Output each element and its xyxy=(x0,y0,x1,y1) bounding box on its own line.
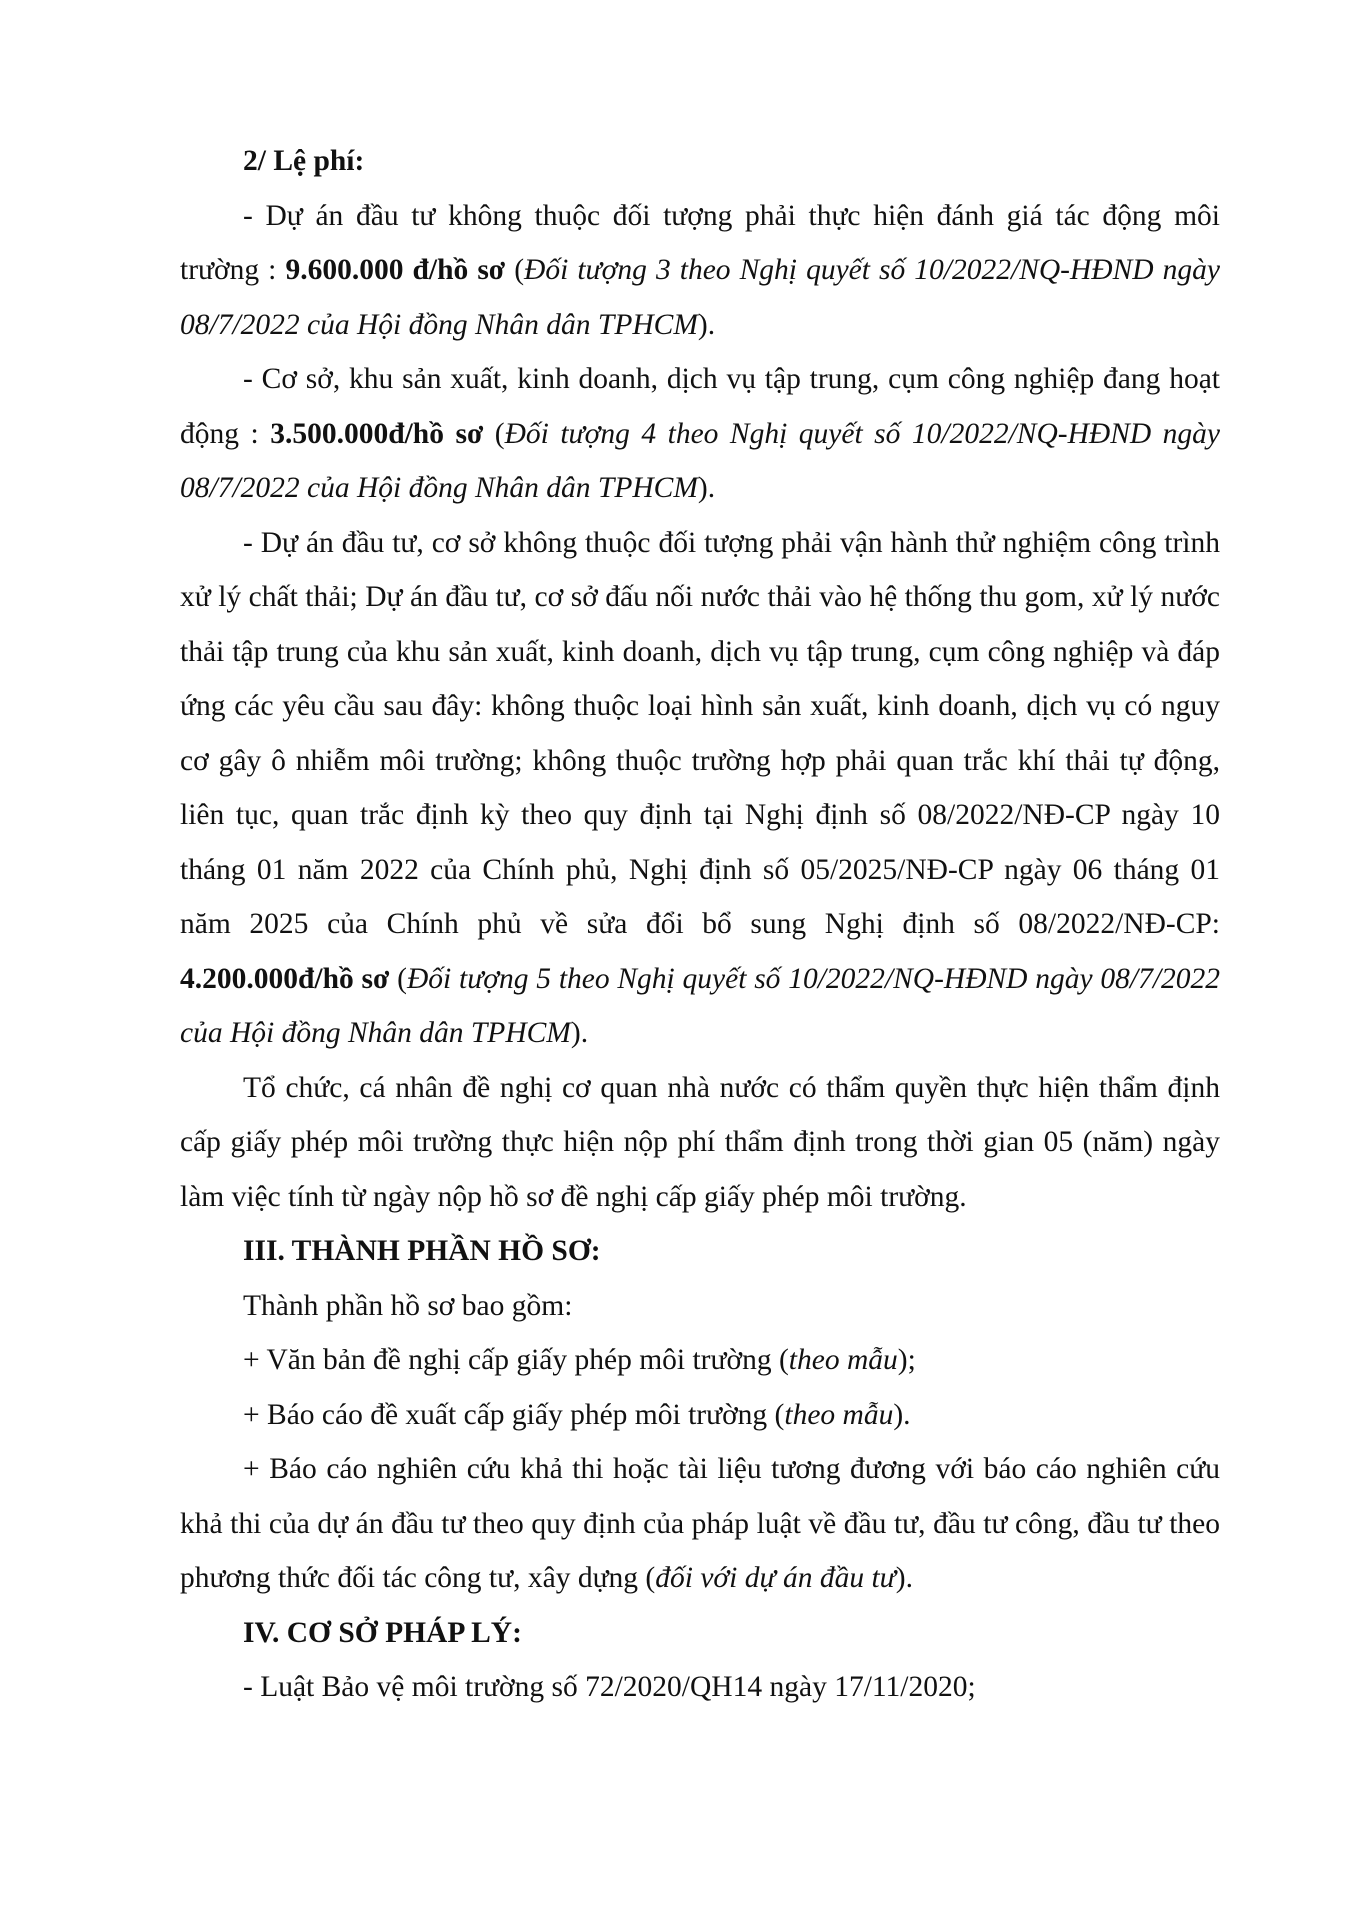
fee-item-1-close: ). xyxy=(697,308,716,341)
fee-item-operating-facility xyxy=(180,352,1220,516)
legal-heading: IV. CƠ SỞ PHÁP LÝ: xyxy=(243,1616,522,1649)
fee-heading: 2/ Lệ phí: xyxy=(243,145,365,177)
fee-item-3-lead: - Dự án đầu tư, cơ sở không thuộc đối tượng phải vận hành thử nghiệm công trình xử lý chất thải; Dự án đầu tư, cơ sở đấu nối nước thải vào hệ thống thu gom, xử lý nước thải tập trung của khu sản xuất, kinh doanh, dịch vụ tập trung, cụm công nghiệp và đáp ứng các yêu cầu sau đây: không thuộc loại hình sản xuất, kinh doanh, dịch vụ có nguy cơ gây ô nhiễm môi trường; không thuộc trường hợp phải quan trắc khí thải tự động, liên tục, quan trắc định kỳ theo quy định tại Nghị định số 08/2022/NĐ-CP ngày 10 tháng 01 năm 2022 của Chính phủ, Nghị định số 05/2025/NĐ-CP ngày 06 tháng 01 năm 2025 của Chính phủ về sửa đổi bổ sung Nghị định số 08/2022/NĐ-CP: xyxy=(180,526,1220,940)
dossier-item-proposal-report xyxy=(180,1388,1220,1443)
fee-item-2-amount: 3.500.000đ/hồ sơ xyxy=(270,417,484,450)
dossier-item-3-note: đối với dự án đầu tư xyxy=(655,1562,896,1594)
fee-item-2-close: ). xyxy=(697,472,716,504)
fee-payment-note: Tổ chức, cá nhân đề nghị cơ quan nhà nước có thẩm quyền thực hiện thẩm định cấp giấy phép môi trường thực hiện nộp phí thẩm định trong thời gian 05 (năm) ngày làm việc tính từ ngày nộp hồ sơ đề nghị cấp giấy phép môi trường. xyxy=(180,1071,1220,1213)
dossier-intro: Thành phần hồ sơ bao gồm: xyxy=(243,1289,573,1322)
fee-item-1-amount: 9.600.000 đ/hồ sơ xyxy=(285,254,506,286)
fee-item-2-paren: ( xyxy=(483,417,505,450)
dossier-item-3-lead: + Báo cáo nghiên cứu khả thi hoặc tài liệu tương đương với báo cáo nghiên cứu khả thi của dự án đầu tư theo quy định của pháp luật về đầu tư, đầu tư công, đầu tư theo phương thức đối tác công tư, xây dựng ( xyxy=(180,1453,1220,1594)
fee-item-environmental-impact-exempt xyxy=(180,189,1220,353)
fee-item-3-close: ). xyxy=(570,1017,589,1049)
dossier-item-2-lead: + Báo cáo đề xuất cấp giấy phép môi trường ( xyxy=(243,1398,785,1431)
dossier-item-2-note: theo mẫu xyxy=(784,1398,894,1431)
fee-item-3-amount: 4.200.000đ/hồ sơ xyxy=(180,962,390,995)
dossier-item-feasibility-study xyxy=(180,1442,1220,1606)
dossier-heading: III. THÀNH PHẦN HỒ SƠ: xyxy=(243,1235,601,1267)
fee-item-2-lead: - Cơ sở, khu sản xuất, kinh doanh, dịch vụ tập trung, cụm công nghiệp đang hoạt động : xyxy=(180,363,1220,450)
fee-item-no-trial-operation xyxy=(180,516,1220,1061)
legal-item-environment-law: - Luật Bảo vệ môi trường số 72/2020/QH14 ngày 17/11/2020; xyxy=(243,1671,976,1703)
fee-item-1-basis: Đối tượng 3 theo Nghị quyết số 10/2022/NQ-HĐND ngày 08/7/2022 của Hội đồng Nhân dân TPHCM xyxy=(180,254,1220,341)
dossier-item-3-close: ). xyxy=(895,1562,913,1594)
dossier-item-1-note: theo mẫu xyxy=(788,1344,898,1376)
dossier-item-1-lead: + Văn bản đề nghị cấp giấy phép môi trường ( xyxy=(243,1344,789,1376)
dossier-item-2-close: ). xyxy=(893,1398,911,1431)
fee-item-2-basis: Đối tượng 4 theo Nghị quyết số 10/2022/NQ-HĐND ngày 08/7/2022 của Hội đồng Nhân dân TPHCM xyxy=(180,417,1221,504)
dossier-item-1-close: ); xyxy=(897,1344,916,1376)
fee-item-1-lead: - Dự án đầu tư không thuộc đối tượng phải thực hiện đánh giá tác động môi trường : xyxy=(180,199,1220,286)
dossier-item-request-letter xyxy=(180,1333,1220,1388)
fee-item-3-paren: ( xyxy=(389,962,407,995)
fee-item-3-basis: Đối tượng 5 theo Nghị quyết số 10/2022/NQ-HĐND ngày 08/7/2022 của Hội đồng Nhân dân TPHCM xyxy=(180,962,1221,1049)
fee-section xyxy=(180,134,1220,1715)
fee-item-1-paren: ( xyxy=(505,254,525,286)
